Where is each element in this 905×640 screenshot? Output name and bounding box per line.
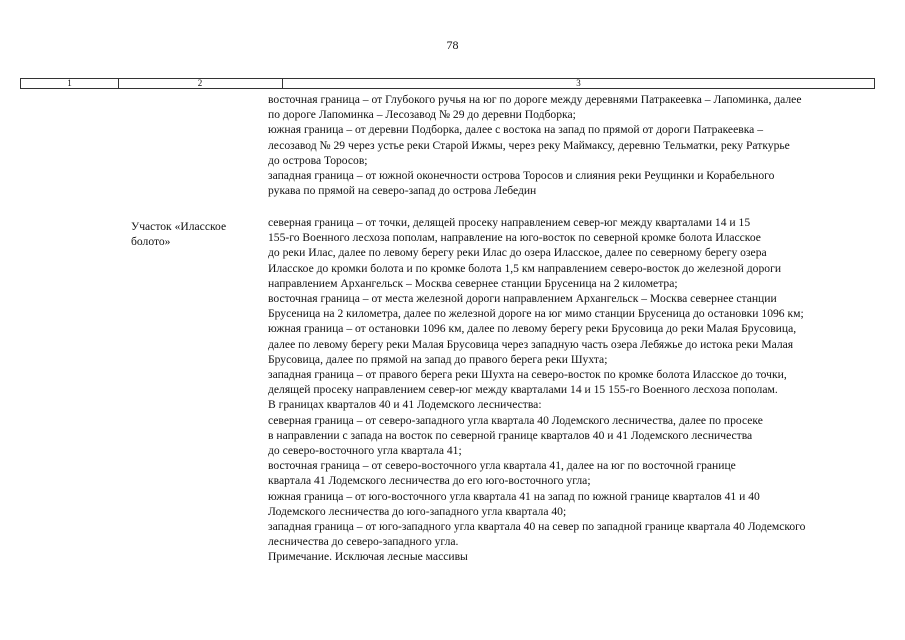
- text-line: восточная граница – от места железной дороги направлением Архангельск – Москва севернее станции: [268, 292, 777, 306]
- text-line: направлением Архангельск – Москва севернее станции Брусеница на 2 километра;: [268, 276, 678, 290]
- text-line: далее по левому берегу реки Малая Брусовица через западную часть озера Лебяжье до истока реки Малая: [268, 337, 794, 351]
- text-line: лесозавод № 29 через устье реки Старой Ижмы, через реку Маймаксу, деревню Тельматки, реку Раткурье: [268, 138, 790, 152]
- text-line: в направлении с запада на восток по северной границе кварталов 40 и 41 Лодемского лесничества: [268, 428, 753, 442]
- text-line: квартала 41 Лодемского лесничества до его юго-восточного угла;: [268, 474, 591, 488]
- text-line: Брусеница на 2 километра, далее по железной дороге на юг мимо станции Брусеница до остановки 1096 км;: [268, 307, 804, 321]
- text-line: западная граница – от юго-западного угла квартала 40 на север по западной границе квартала 40 Лодемского: [268, 520, 806, 534]
- text-line: до северо-восточного угла квартала 41;: [268, 444, 462, 458]
- text-line: южная граница – от юго-восточного угла квартала 41 на запад по южной границе кварталов 41 и 40: [268, 489, 760, 503]
- site-name-line: Участок «Иласское: [131, 220, 227, 233]
- text-line: рукава по прямой на северо-запад до острова Лебедин: [268, 184, 537, 198]
- text-line: до острова Торосов;: [268, 153, 368, 167]
- text-line: 155-го Военного лесхоза пополам, направление на юго-восток по северной кромке болота Иласское: [268, 231, 761, 245]
- table-column-header-row: [20, 78, 875, 89]
- page-number: 78: [446, 38, 459, 52]
- text-line: западная граница – от южной оконечности острова Торосов и слияния реки Реущинки и Корабельного: [268, 169, 775, 183]
- column-number-2: 2: [118, 79, 283, 88]
- text-line: делящей просеку направлением север-юг между кварталами 14 и 15 155-го Военного лесхоза пополам.: [268, 383, 778, 397]
- text-line: Лодемского лесничества до юго-западного угла квартала 40;: [268, 504, 567, 518]
- text-line: Иласское до кромки болота и по кромке болота 1,5 км направлением северо-восток до железной дороги: [268, 261, 782, 275]
- text-line: южная граница – от остановки 1096 км, далее по левому берегу реки Брусовица до реки Малая Брусовица,: [268, 322, 797, 336]
- text-line: Примечание. Исключая лесные массивы: [268, 550, 468, 564]
- text-line: западная граница – от правого берега реки Шухта на северо-восток по кромке болота Иласское до точки,: [268, 368, 787, 382]
- column-number-3: 3: [576, 78, 581, 88]
- text-line: северная граница – от северо-западного угла квартала 40 Лодемского лесничества, далее по просеке: [268, 413, 763, 427]
- boundary-description-continued: [268, 92, 876, 198]
- site-name-ilasskoe-boloto: [131, 219, 256, 249]
- text-line: до реки Илас, далее по левому берегу реки Илас до озера Иласское, далее по северному берегу озера: [268, 246, 767, 260]
- text-line: лесничества до северо-западного угла.: [268, 535, 459, 549]
- boundary-description-ilasskoe: [268, 215, 876, 565]
- text-line: восточная граница – от северо-восточного угла квартала 41, далее на юг по восточной границе: [268, 459, 736, 473]
- site-name-line: болото»: [131, 235, 171, 249]
- column-number-1: 1: [21, 79, 119, 88]
- text-line: Брусовица, далее по прямой на запад до правого берега реки Шухта;: [268, 352, 608, 366]
- text-line: В границах кварталов 40 и 41 Лодемского лесничества:: [268, 398, 542, 412]
- text-line: по дороге Лапоминка – Лесозавод № 29 до деревни Подборка;: [268, 108, 576, 122]
- text-line: восточная граница – от Глубокого ручья на юг по дороге между деревнями Патракеевка – Лапоминка, далее: [268, 93, 802, 106]
- text-line: южная граница – от деревни Подборка, далее с востока на запад по прямой от дороги Патракеевка –: [268, 123, 763, 137]
- text-line: северная граница – от точки, делящей просеку направлением север-юг между кварталами 14 и 15: [268, 216, 751, 229]
